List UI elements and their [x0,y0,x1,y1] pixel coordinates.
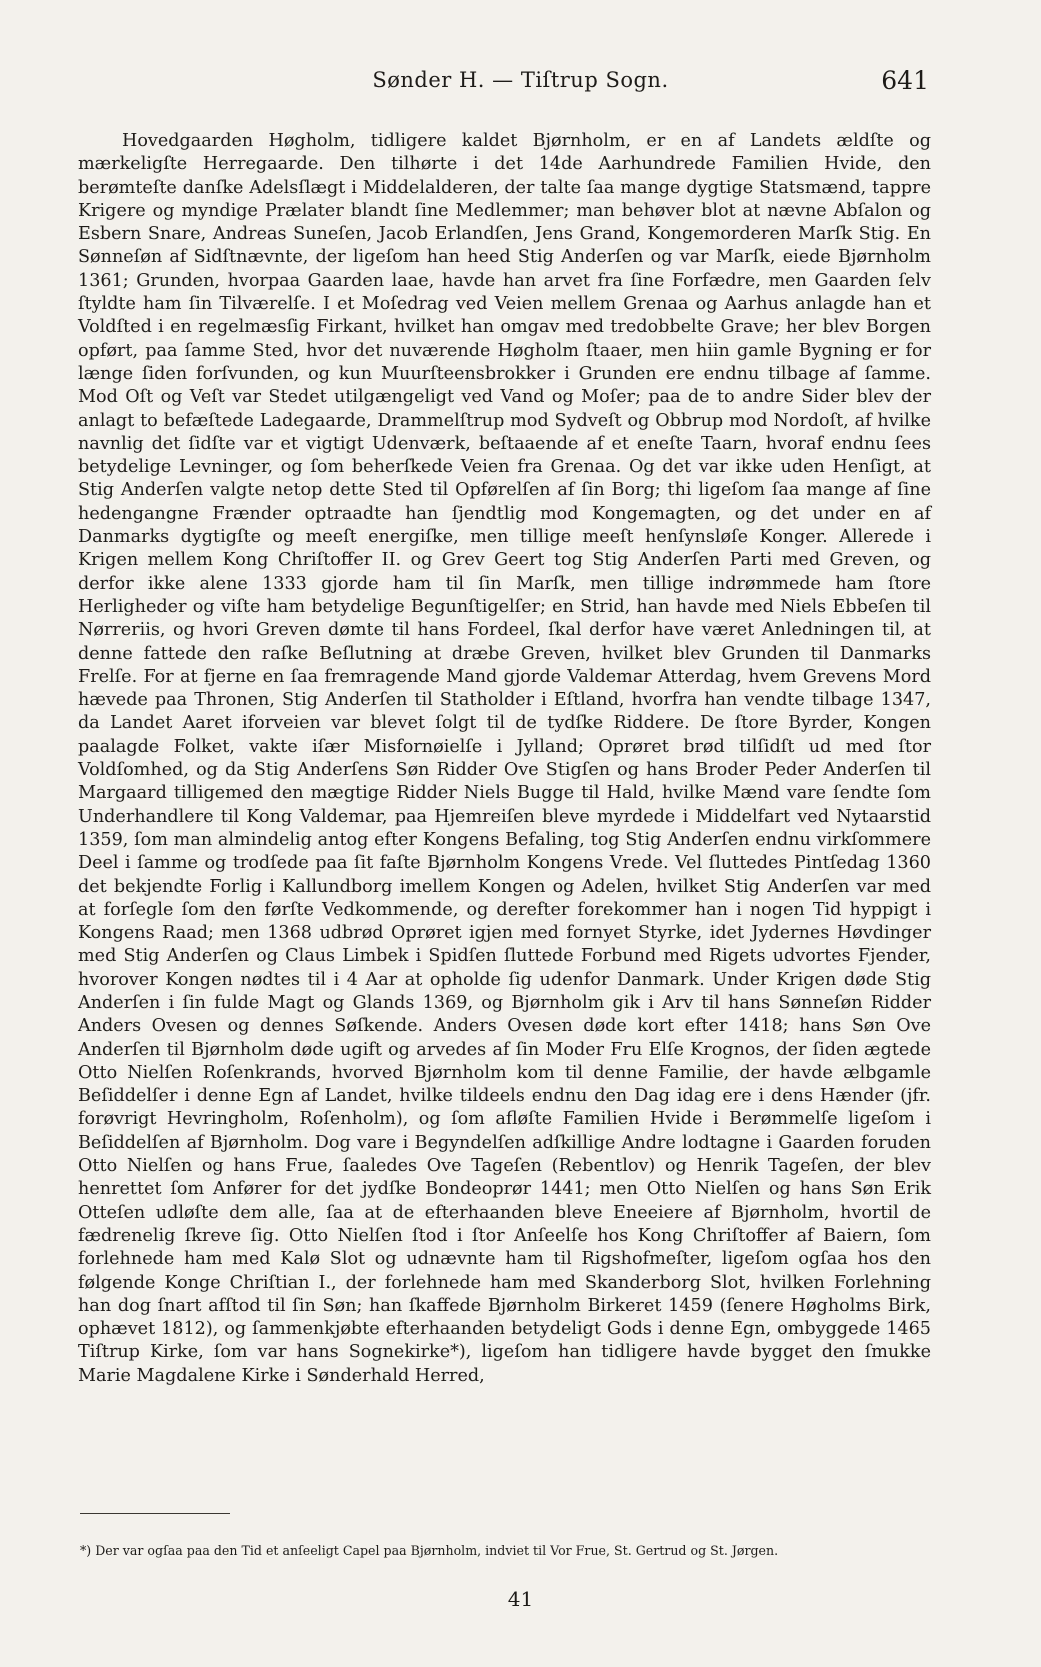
footnote-divider [80,1513,230,1514]
footnote: *) Der var ogſaa paa den Tid et anſeeligt Capel paa Bjørnholm, indviet til Vor Frue, St. Gertrud og St. Jørgen. [80,1543,779,1558]
body-text [78,130,931,1388]
header-title: Sønder H. — Tiſtrup Sogn. [372,68,669,92]
printer-signature: 41 [507,1587,534,1611]
page-number: 641 [881,66,929,95]
running-header [0,62,1041,102]
body-paragraph: Hovedgaarden Høgholm, tidligere kaldet Bjørnholm, er en af Landets ældſte og mærkeligſte Herregaarde. Den tilhørte i det 14de Aarhundrede Familien Hvide, den berømteſte danſke Adelsſlægt i Middelalderen, der talte ſaa mange dygtige Statsmænd, tappre Krigere og myndige Prælater blandt ſine Medlemmer; man behøver blot at nævne Abſalon og Esbern Snare, Andreas Suneſen, Jacob Erlandſen, Jens Grand, Kongemorderen Marſk Stig. En Sønneſøn af Sidſtnævnte, der ligeſom han heed Stig Anderſen og var Marſk, eiede Bjørnholm 1361; Grunden, hvorpaa Gaarden laae, havde han arvet fra ſine Forfædre, men Gaarden ſelv ſtyldte ham ſin Tilværelſe. I et Moſedrag ved Veien mellem Grenaa og Aarhus anlagde han et Voldſted i en regelmæsſig Firkant, hvilket han omgav med tredobbelte Grave; her blev Borgen opført, paa ſamme Sted, hvor det nuværende Høgholm ſtaaer, men hiin gamle Bygning er for længe ſiden forſvunden, og kun Muurſteensbrokker i Grunden ere endnu tilbage af ſamme. Mod Oſt og Veſt var Stedet utilgængeligt ved Vand og Moſer; paa de to andre Sider blev der anlagt to befæſtede Ladegaarde, Drammelſtrup mod Sydveſt og Obbrup mod Nordoſt, af hvilke navnlig det ſidſte var et vigtigt Udenværk, beſtaaende af et eneſte Taarn, hvoraf endnu ſees betydelige Levninger, og ſom beherſkede Veien fra Grenaa. Og det var ikke uden Henſigt, at Stig Anderſen valgte netop dette Sted til Opførelſen af ſin Borg; thi ligeſom ſaa mange af ſine hedengangne Frænder optraadte han ſjendtlig mod Kongemagten, og det under en af Danmarks dygtigſte og meeſt energiſke, men tillige meeſt henſynsløſe Konger. Allerede i Krigen mellem Kong Chriſtoffer II. og Grev Geert tog Stig Anderſen Parti med Greven, og derfor ikke alene 1333 gjorde ham til ſin Marſk, men tillige indrømmede ham ſtore Herligheder og viſte ham betydelige Begunſtigelſer; en Strid, han havde med Niels Ebbeſen til Nørreriis, og hvori Greven dømte til hans Fordeel, ſkal derfor have været Anledningen til, at denne fattede den raſke Beſlutning at dræbe Greven, hvilket blev Grunden til Danmarks Frelſe. For at fjerne en ſaa fremragende Mand gjorde Valdemar Atterdag, hvem Grevens Mord hævede paa Thronen, Stig Anderſen til Statholder i Eſtland, hvorfra han vendte tilbage 1347, da Landet Aaret iforveien var blevet ſolgt til de tydſke Riddere. De ſtore Byrder, Kongen paalagde Folket, vakte iſær Misfornøielſe i Jylland; Oprøret brød tilſidſt ud med ſtor Voldſomhed, og da Stig Anderſens Søn Ridder Ove Stigſen og hans Broder Peder Anderſen til Margaard tilligemed den mægtige Ridder Niels Bugge til Hald, hvilke Mænd vare ſendte ſom Underhandlere til Kong Valdemar, paa Hjemreiſen bleve myrdede i Middelfart ved Nytaarstid 1359, ſom man almindelig antog efter Kongens Befaling, tog Stig Anderſen endnu virkſommere Deel i ſamme og trodſede paa ſit faſte Bjørnholm Kongens Vrede. Vel ſluttedes Pintſedag 1360 det bekjendte Forlig i Kallundborg imellem Kongen og Adelen, hvilket Stig Anderſen var med at forſegle ſom den førſte Vedkommende, og derefter forekommer han i nogen Tid hyppigt i Kongens Raad; men 1368 udbrød Oprøret igjen med fornyet Styrke, idet Jydernes Høvdinger med Stig Anderſen og Claus Limbek i Spidſen ſluttede Forbund med Rigets udvortes Fjender, hvorover Kongen nødtes til i 4 Aar at opholde ſig udenfor Danmark. Under Krigen døde Stig Anderſen i ſin fulde Magt og Glands 1369, og Bjørnholm gik i Arv til hans Sønneſøn Ridder Anders Ovesen og dennes Søſkende. Anders Ovesen døde kort efter 1418; hans Søn Ove Anderſen til Bjørnholm døde ugift og arvedes af ſin Moder Fru Elſe Krognos, der ſiden ægtede Otto Nielſen Roſenkrands, hvorved Bjørnholm kom til denne Familie, der havde ælbgamle Beſiddelſer i denne Egn af Landet, hvilke tildeels endnu den Dag idag ere i dens Hænder (jfr. forøvrigt Hevringholm, Roſenholm), og ſom afløſte Familien Hvide i Berømmelſe ligeſom i Beſiddelſen af Bjørnholm. Dog vare i Begyndelſen adſkillige Andre lodtagne i Gaarden foruden Otto Nielſen og hans Frue, ſaaledes Ove Tageſen (Rebentlov) og Henrik Tageſen, der blev henrettet ſom Anfører for det jydſke Bondeoprør 1441; men Otto Nielſen og hans Søn Erik Otteſen udløſte dem alle, ſaa at de efterhaanden bleve Eneeiere af Bjørnholm, hvortil de fædrenelig ſkreve ſig. Otto Nielſen ſtod i ſtor Anſeelſe hos Kong Chriſtoffer af Baiern, ſom forlehnede ham med Kalø Slot og udnævnte ham til Rigshofmeſter, ligeſom ogſaa hos den følgende Konge Chriſtian I., der forlehnede ham med Skanderborg Slot, hvilken Forlehning han dog ſnart afſtod til ſin Søn; han ſkaffede Bjørnholm Birkeret 1459 (ſenere Høgholms Birk, ophævet 1812), og ſammenkjøbte efterhaanden betydeligt Gods i denne Egn, ombyggede 1465 Tiſtrup Kirke, ſom var hans Sognekirke*), ligeſom han tidligere havde bygget den ſmukke Marie Magdalene Kirke i Sønderhald Herred, [78,131,931,1386]
